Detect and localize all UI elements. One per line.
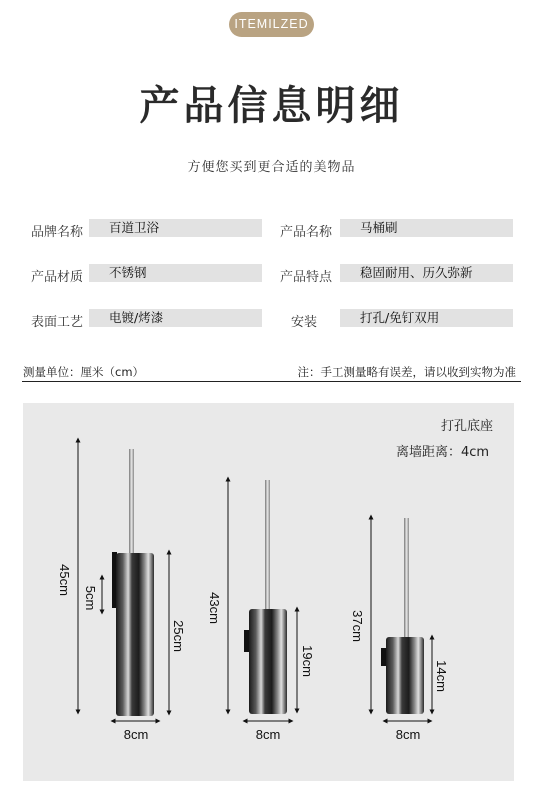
spec-value-surface: 电镀/烤漆 xyxy=(89,309,262,327)
spec-value-brand: 百道卫浴 xyxy=(89,219,262,237)
dim-width-2: 8cm xyxy=(255,727,281,742)
spec-label-brand: 品牌名称 xyxy=(31,225,84,240)
dim-holder-1: 25cm xyxy=(171,620,186,652)
brush-handle xyxy=(404,518,409,640)
page-title: 产品信息明细 xyxy=(139,83,404,129)
spec-label-surface: 表面工艺 xyxy=(31,315,84,330)
dim-total-2: 43cm xyxy=(207,592,222,624)
brand-badge: ITEMILZED xyxy=(229,12,314,37)
spec-value-material: 不锈钢 xyxy=(89,264,262,282)
measure-note: 注：手工测量略有误差，请以收到实物为准 xyxy=(297,365,516,379)
dim-width-1: 8cm xyxy=(123,727,149,742)
spec-label-feature: 产品特点 xyxy=(280,270,333,285)
dim-holder-2: 19cm xyxy=(300,645,315,677)
brush-handle xyxy=(265,480,270,610)
wall-bracket xyxy=(244,630,249,652)
holder-cup xyxy=(386,637,424,714)
spec-value-install: 打孔/免钉双用 xyxy=(340,309,513,327)
dim-width-3: 8cm xyxy=(395,727,421,742)
dim-total-3: 37cm xyxy=(350,610,365,642)
page-subtitle: 方便您买到更合适的美物品 xyxy=(187,160,356,175)
dim-bracket-1: 5cm xyxy=(83,585,98,611)
spec-label-install: 安装 xyxy=(291,315,318,330)
spec-label-material: 产品材质 xyxy=(31,270,84,285)
holder-cup xyxy=(249,609,287,714)
base-title: 打孔底座 xyxy=(441,419,494,434)
spec-label-product: 产品名称 xyxy=(280,225,333,240)
holder-cup xyxy=(116,553,154,716)
base-distance: 离墙距离：4cm xyxy=(396,445,490,460)
brush-holder-1 xyxy=(57,440,186,742)
brush-holder-3 xyxy=(350,517,449,742)
measure-unit: 测量单位：厘米（cm） xyxy=(23,365,145,379)
spec-value-product: 马桶刷 xyxy=(340,219,513,237)
spec-value-feature: 稳固耐用、历久弥新 xyxy=(340,264,513,282)
brush-handle xyxy=(129,449,134,557)
brush-holder-2 xyxy=(207,479,315,742)
dim-total-1: 45cm xyxy=(57,564,72,596)
dim-holder-3: 14cm xyxy=(434,660,449,692)
wall-bracket xyxy=(381,648,386,666)
